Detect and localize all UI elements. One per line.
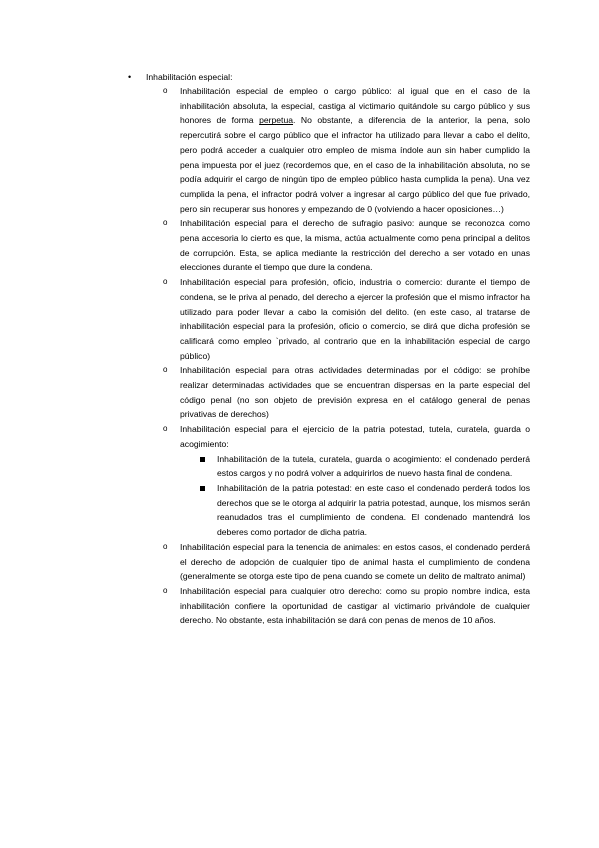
square-bullet-icon xyxy=(200,486,205,491)
circle-bullet-icon: o xyxy=(163,424,168,434)
list-item xyxy=(163,540,530,584)
sub-list xyxy=(163,84,530,628)
text-segment: . No obstante, a diferencia de la anterior, la pena, solo repercutirá sobre el cargo público que el infractor ha utilizado para llevar a cabo el delito, pero podrá acceder a cualquier otro empleo de misma índole aun sin haber cumplido la pena impuesta por el juez (recordemos que, en el caso de la inhabilitación absoluta, no se podía adquirir el cargo de ningún tipo de empleo público hasta cumplida la pena). Una vez cumplida la pena, el infractor podrá volver a ingresar al cargo público del que fue privado, pero sin recuperar sus honores y empezando de 0 (volviendo a hacer oposiciones…) xyxy=(180,115,531,214)
nested-list xyxy=(180,452,530,540)
paragraph xyxy=(180,84,530,216)
nested-list-item xyxy=(180,481,530,540)
circle-bullet-icon: o xyxy=(163,218,168,228)
paragraph: Inhabilitación especial para el derecho de sufragio pasivo: aunque se reconozca como pena accesoria lo cierto es que, la misma, actúa actualmente como pena principal a delitos de corrupción. Esta, se aplica mediante la restricción del derecho a ser votado en unas elecciones durante el tiempo que dure la condena. xyxy=(180,218,530,273)
list-item xyxy=(163,84,530,216)
underlined-term: perpetua xyxy=(259,115,294,126)
section-title: Inhabilitación especial: xyxy=(146,72,233,82)
circle-bullet-icon: o xyxy=(163,365,168,375)
nested-list-item xyxy=(180,452,530,481)
paragraph: Inhabilitación de la patria potestad: en este caso el condenado perderá todos los derechos que se le otorga al adquirir la patria potestad, aunque, los mismos serán reanudados tras el cumplimiento de condena. El condenado mantendrá los deberes como portador de dicha patria. xyxy=(217,482,530,538)
text-segment: Inhabilitación especial de empleo o cargo público: al igual que en el caso de la inhabilitación absoluta, la especial, castiga al victimario quitándole su cargo público y sus honores de forma xyxy=(180,86,530,126)
paragraph: Inhabilitación especial para profesión, oficio, industria o comercio: durante el tiempo de condena, se le priva al penado, del derecho a ejercer la profesión que el mismo infractor ha utilizado para poder llevar a cabo la comisión del delito. (en este caso, al tratarse de inhabilitación especial para la profesión, oficio o comercio, se dirá que dicha profesión se calificará como empleo `privado, al contrario que en la inhabilitación especial de cargo público) xyxy=(180,277,530,361)
paragraph: Inhabilitación especial para la tenencia de animales: en estos casos, el condenado perderá el derecho de adopción de cualquier tipo de animal hasta el cumplimiento de condena (generalmente se otorga este tipo de pena cuando se comete un delito de maltrato animal) xyxy=(180,541,530,582)
square-bullet-icon xyxy=(200,457,205,462)
list-item xyxy=(163,275,530,363)
circle-bullet-icon: o xyxy=(163,86,168,95)
circle-bullet-icon: o xyxy=(163,541,168,551)
circle-bullet-icon: o xyxy=(163,277,168,287)
paragraph: Inhabilitación especial para cualquier otro derecho: como su propio nombre indica, esta inhabilitación confiere la oportunidad de castigar al victimario privándole de cualquier derecho. No obstante, esta inhabilitación se dará con penas de menos de 10 años. xyxy=(180,585,530,626)
paragraph: Inhabilitación de la tutela, curatela, guarda o acogimiento: el condenado perderá estos cargos y no podrá volver a adquirirlos de nuevo hasta final de condena. xyxy=(217,453,530,479)
list-item xyxy=(163,363,530,422)
paragraph: Inhabilitación especial para otras actividades determinadas por el código: se prohíbe realizar determinadas actividades que se encuentran dispersas en la parte especial del código penal (no son objeto de previsión expresa en el catálogo general de penas privativas de derechos) xyxy=(180,365,530,420)
list-item xyxy=(163,584,530,628)
bullet-icon: • xyxy=(128,72,132,82)
list-item xyxy=(163,216,530,275)
paragraph: Inhabilitación especial para el ejercicio de la patria potestad, tutela, curatela, guarda o acogimiento: xyxy=(180,424,530,449)
list-item xyxy=(163,422,530,540)
circle-bullet-icon: o xyxy=(163,585,168,595)
